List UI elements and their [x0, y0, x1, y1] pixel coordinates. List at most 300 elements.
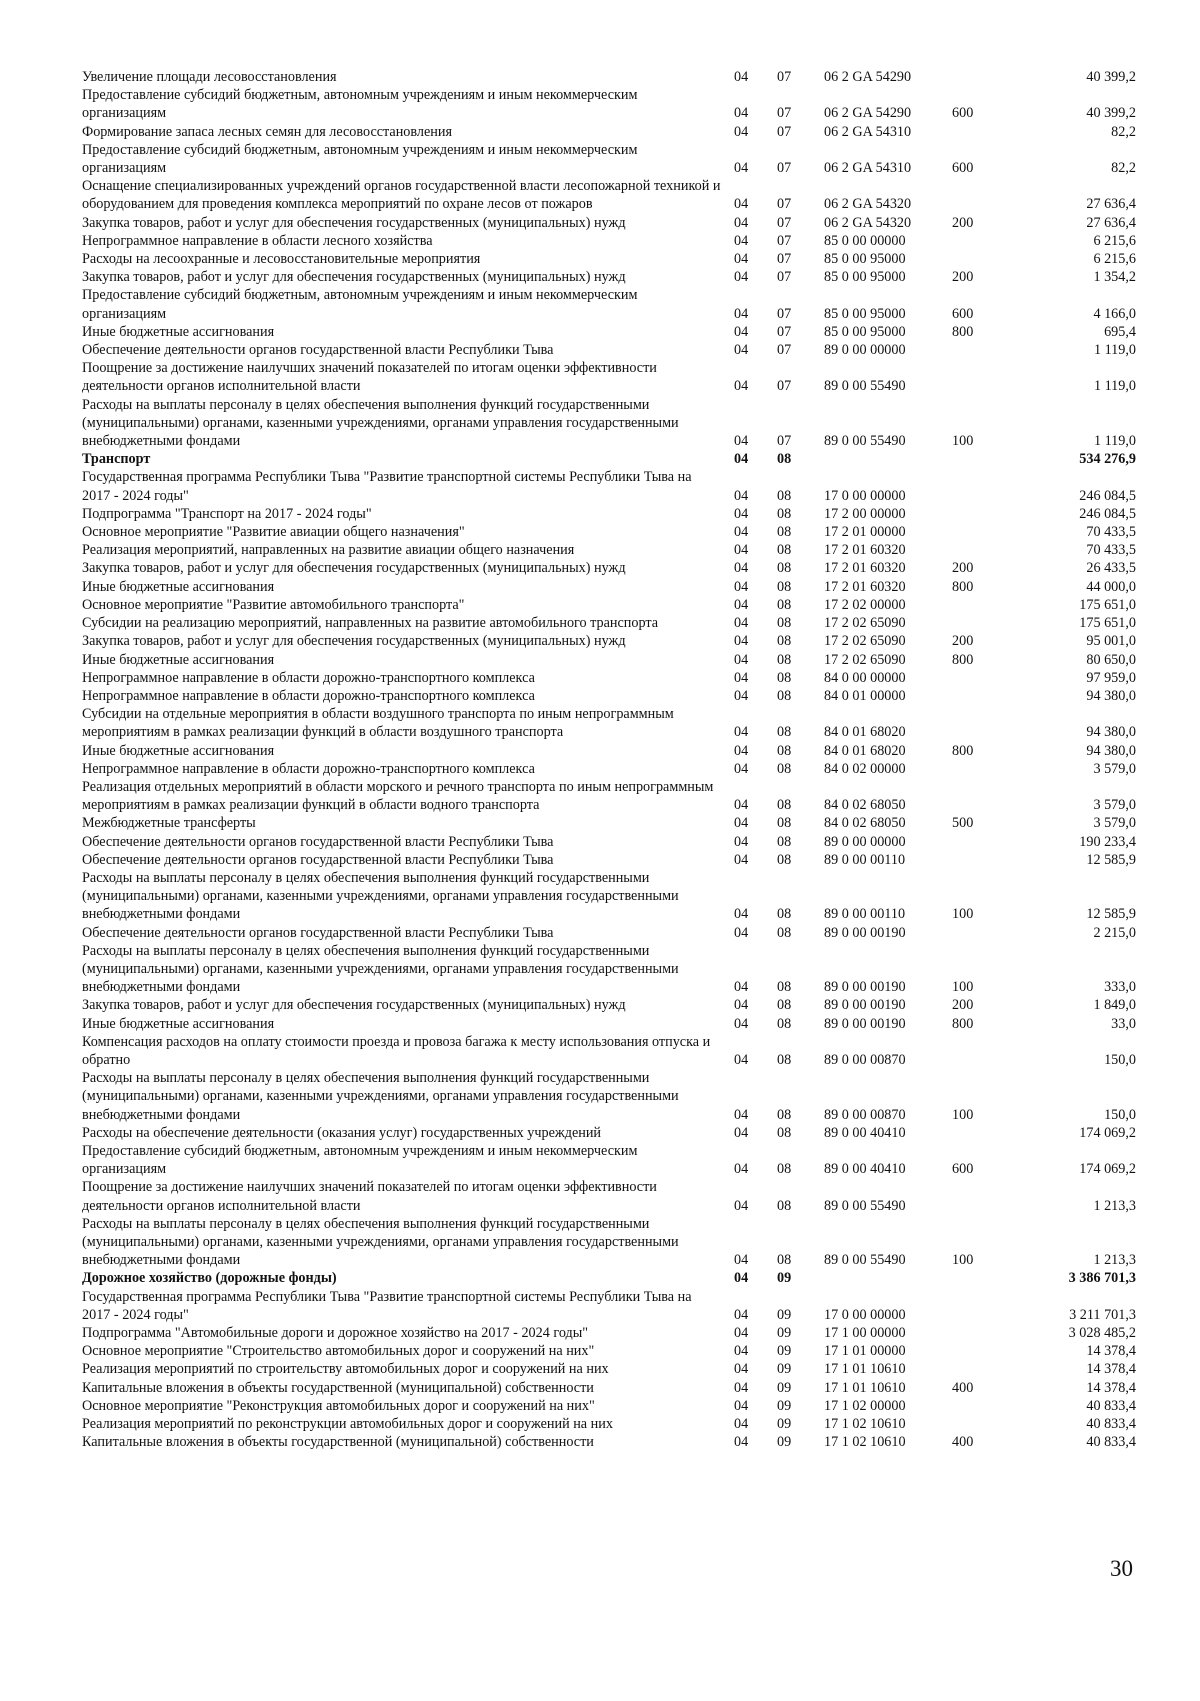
table-row — [82, 1288, 1162, 1324]
expense-type-code: 200 — [952, 997, 974, 1014]
row-name: Реализация отдельных мероприятий в области морского и речного транспорта по иным непрограммным мероприятиям в рамках реализации функций в области водного транспорта — [82, 778, 714, 814]
row-name: Расходы на выплаты персоналу в целях обеспечения выполнения функций государственными (муниципальными) органами, казенными учреждениями, органами управления государственными внебюджетными фондами — [82, 869, 679, 923]
target-item-code: 84 0 01 68020 — [824, 724, 906, 741]
row-name: Подпрограмма "Транспорт на 2017 - 2024 годы" — [82, 505, 372, 522]
section-code: 04 — [734, 742, 749, 759]
amount: 12 585,9 — [1086, 906, 1136, 923]
amount: 150,0 — [1104, 1106, 1136, 1123]
subsection-code: 08 — [777, 524, 792, 541]
amount: 190 233,4 — [1079, 833, 1136, 850]
amount: 40 833,4 — [1086, 1416, 1136, 1433]
section-code: 04 — [734, 615, 749, 632]
subsection-code: 08 — [777, 560, 792, 577]
target-item-code: 17 2 01 60320 — [824, 542, 906, 559]
subsection-code: 08 — [777, 1106, 792, 1123]
table-row — [82, 651, 1162, 669]
subsection-code: 08 — [777, 669, 792, 686]
table-row — [82, 268, 1162, 286]
row-name: Реализация мероприятий по строительству автомобильных дорог и сооружений на них — [82, 1361, 609, 1378]
amount: 44 000,0 — [1086, 578, 1136, 595]
table-row — [82, 1215, 1162, 1270]
budget-table — [82, 68, 1162, 1451]
target-item-code: 17 0 00 00000 — [824, 1306, 906, 1323]
row-name: Расходы на выплаты персоналу в целях обеспечения выполнения функций государственными (муниципальными) органами, казенными учреждениями, органами управления государственными внебюджетными фондами — [82, 942, 679, 996]
target-item-code: 17 1 01 10610 — [824, 1379, 906, 1396]
table-row — [82, 123, 1162, 141]
target-item-code: 89 0 00 55490 — [824, 1197, 906, 1214]
target-item-code: 89 0 00 00870 — [824, 1106, 906, 1123]
amount: 174 069,2 — [1079, 1161, 1136, 1178]
target-item-code: 17 2 02 65090 — [824, 651, 906, 668]
amount: 70 433,5 — [1086, 524, 1136, 541]
target-item-code: 06 2 GA 54290 — [824, 69, 912, 85]
table-row — [82, 1342, 1162, 1360]
table-row — [82, 523, 1162, 541]
section-code: 04 — [734, 451, 749, 468]
amount: 94 380,0 — [1086, 724, 1136, 741]
target-item-code: 17 1 02 00000 — [824, 1397, 906, 1414]
subsection-code: 08 — [777, 1161, 792, 1178]
subsection-code: 08 — [777, 924, 792, 941]
row-name: Предоставление субсидий бюджетным, автономным учреждениям и иным некоммерческим организациям — [82, 1142, 638, 1178]
amount: 246 084,5 — [1079, 505, 1136, 522]
amount: 6 215,6 — [1093, 251, 1136, 268]
row-name: Обеспечение деятельности органов государственной власти Республики Тыва — [82, 851, 554, 868]
section-code: 04 — [734, 1361, 749, 1378]
table-row — [82, 505, 1162, 523]
row-name: Расходы на выплаты персоналу в целях обеспечения выполнения функций государственными (муниципальными) органами, казенными учреждениями, органами управления государственными внебюджетными фондами — [82, 396, 679, 450]
row-name: Иные бюджетные ассигнования — [82, 323, 275, 340]
table-row — [82, 742, 1162, 760]
section-code: 04 — [734, 105, 749, 122]
section-code: 04 — [734, 1015, 749, 1032]
row-name: Формирование запаса лесных семян для лесовосстановления — [82, 123, 452, 140]
expense-type-code: 800 — [952, 1015, 974, 1032]
target-item-code: 17 2 02 65090 — [824, 615, 906, 632]
table-row — [82, 232, 1162, 250]
target-item-code: 06 2 GA 54320 — [824, 196, 912, 213]
subsection-code: 09 — [777, 1397, 792, 1414]
table-row — [82, 541, 1162, 559]
amount: 40 399,2 — [1086, 105, 1136, 122]
target-item-code: 89 0 00 55490 — [824, 433, 906, 450]
row-name: Иные бюджетные ассигнования — [82, 742, 275, 759]
amount: 1 119,0 — [1093, 378, 1136, 395]
section-code: 04 — [734, 560, 749, 577]
table-row — [82, 214, 1162, 232]
target-item-code: 06 2 GA 54290 — [824, 105, 912, 122]
table-row — [82, 924, 1162, 942]
section-code: 04 — [734, 505, 749, 522]
target-item-code: 85 0 00 95000 — [824, 251, 906, 268]
subsection-code: 08 — [777, 742, 792, 759]
subsection-code: 07 — [777, 305, 792, 322]
table-row — [82, 1124, 1162, 1142]
table-row — [82, 559, 1162, 577]
row-name: Обеспечение деятельности органов государственной власти Республики Тыва — [82, 924, 554, 941]
target-item-code: 89 0 00 00110 — [824, 851, 906, 868]
subsection-code: 07 — [777, 232, 792, 249]
section-code: 04 — [734, 524, 749, 541]
table-row — [82, 1379, 1162, 1397]
table-row — [82, 359, 1162, 395]
row-name: Поощрение за достижение наилучших значений показателей по итогам оценки эффективности деятельности органов исполнительной власти — [82, 1179, 657, 1214]
section-code: 04 — [734, 997, 749, 1014]
target-item-code: 17 2 01 60320 — [824, 560, 906, 577]
subsection-code: 07 — [777, 214, 792, 231]
target-item-code: 89 0 00 00190 — [824, 924, 906, 941]
row-name: Субсидии на реализацию мероприятий, направленных на развитие автомобильного транспорта — [82, 615, 659, 632]
expense-type-code: 800 — [952, 742, 974, 759]
table-row — [82, 86, 1162, 122]
target-item-code: 84 0 01 00000 — [824, 687, 906, 704]
amount: 150,0 — [1104, 1051, 1136, 1068]
table-row — [82, 396, 1162, 451]
section-code: 04 — [734, 69, 749, 85]
expense-type-code: 800 — [952, 578, 974, 595]
row-name: Иные бюджетные ассигнования — [82, 651, 275, 668]
subsection-code: 07 — [777, 251, 792, 268]
amount: 333,0 — [1104, 979, 1136, 996]
table-row — [82, 177, 1162, 213]
amount: 3 579,0 — [1093, 760, 1136, 777]
amount: 33,0 — [1111, 1015, 1136, 1032]
table-row — [82, 1069, 1162, 1124]
section-code: 04 — [734, 487, 749, 504]
row-name: Закупка товаров, работ и услуг для обеспечения государственных (муниципальных) нужд — [82, 214, 626, 231]
amount: 14 378,4 — [1086, 1343, 1136, 1360]
table-row — [82, 669, 1162, 687]
expense-type-code: 100 — [952, 1106, 974, 1123]
row-name: Оснащение специализированных учреждений органов государственной власти лесопожарной техникой и оборудованием для проведения комплекса мероприятий по охране лесов от пожаров — [82, 178, 721, 213]
table-row — [82, 68, 1162, 86]
amount: 4 166,0 — [1093, 305, 1136, 322]
target-item-code: 17 0 00 00000 — [824, 487, 906, 504]
target-item-code: 85 0 00 95000 — [824, 269, 906, 286]
section-code: 04 — [734, 651, 749, 668]
section-code: 04 — [734, 1252, 749, 1269]
subsection-code: 09 — [777, 1270, 792, 1287]
row-name: Расходы на обеспечение деятельности (оказания услуг) государственных учреждений — [82, 1124, 602, 1141]
table-row — [82, 996, 1162, 1014]
table-row — [82, 614, 1162, 632]
section-code: 04 — [734, 1325, 749, 1342]
section-code: 04 — [734, 1124, 749, 1141]
section-code: 04 — [734, 851, 749, 868]
target-item-code: 89 0 00 00110 — [824, 906, 906, 923]
section-code: 04 — [734, 542, 749, 559]
row-name: Основное мероприятие "Строительство автомобильных дорог и сооружений на них" — [82, 1343, 595, 1360]
expense-type-code: 200 — [952, 269, 974, 286]
table-row — [82, 1324, 1162, 1342]
section-code: 04 — [734, 815, 749, 832]
amount: 246 084,5 — [1079, 487, 1136, 504]
amount: 80 650,0 — [1086, 651, 1136, 668]
amount: 174 069,2 — [1079, 1124, 1136, 1141]
target-item-code: 89 0 00 00000 — [824, 833, 906, 850]
target-item-code: 89 0 00 55490 — [824, 1252, 906, 1269]
subsection-code: 08 — [777, 997, 792, 1014]
target-item-code: 89 0 00 40410 — [824, 1161, 906, 1178]
subsection-code: 08 — [777, 633, 792, 650]
section-code: 04 — [734, 633, 749, 650]
expense-type-code: 600 — [952, 160, 974, 177]
amount: 1 119,0 — [1093, 342, 1136, 359]
expense-type-code: 600 — [952, 105, 974, 122]
amount: 534 276,9 — [1079, 451, 1136, 468]
row-name: Иные бюджетные ассигнования — [82, 578, 275, 595]
amount: 82,2 — [1111, 123, 1136, 140]
expense-type-code: 400 — [952, 1379, 974, 1396]
target-item-code: 85 0 00 95000 — [824, 323, 906, 340]
row-name: Поощрение за достижение наилучших значений показателей по итогам оценки эффективности деятельности органов исполнительной власти — [82, 360, 657, 395]
section-code: 04 — [734, 196, 749, 213]
section-code: 04 — [734, 1343, 749, 1360]
amount: 14 378,4 — [1086, 1379, 1136, 1396]
amount: 27 636,4 — [1086, 196, 1136, 213]
section-code: 04 — [734, 232, 749, 249]
amount: 175 651,0 — [1079, 615, 1136, 632]
row-name: Закупка товаров, работ и услуг для обеспечения государственных (муниципальных) нужд — [82, 269, 626, 286]
target-item-code: 17 1 00 00000 — [824, 1325, 906, 1342]
row-name: Расходы на выплаты персоналу в целях обеспечения выполнения функций государственными (муниципальными) органами, казенными учреждениями, органами управления государственными внебюджетными фондами — [82, 1070, 679, 1123]
amount: 695,4 — [1104, 323, 1136, 340]
subsection-code: 07 — [777, 269, 792, 286]
amount: 3 579,0 — [1093, 797, 1136, 814]
expense-type-code: 600 — [952, 305, 974, 322]
target-item-code: 84 0 02 68050 — [824, 797, 906, 814]
subsection-code: 08 — [777, 724, 792, 741]
table-row — [82, 596, 1162, 614]
table-row — [82, 323, 1162, 341]
amount: 27 636,4 — [1086, 214, 1136, 231]
amount: 94 380,0 — [1086, 742, 1136, 759]
target-item-code: 17 2 00 00000 — [824, 505, 906, 522]
table-row — [82, 341, 1162, 359]
section-code: 04 — [734, 251, 749, 268]
row-name: Капитальные вложения в объекты государственной (муниципальной) собственности — [82, 1434, 594, 1451]
subsection-code: 09 — [777, 1343, 792, 1360]
amount: 3 579,0 — [1093, 815, 1136, 832]
subsection-code: 08 — [777, 451, 792, 468]
section-code: 04 — [734, 305, 749, 322]
section-code: 04 — [734, 323, 749, 340]
amount: 3 386 701,3 — [1068, 1270, 1136, 1287]
amount: 1 213,3 — [1093, 1252, 1136, 1269]
row-name: Непрограммное направление в области дорожно-транспортного комплекса — [82, 760, 535, 777]
target-item-code: 84 0 02 00000 — [824, 760, 906, 777]
expense-type-code: 100 — [952, 1252, 974, 1269]
row-name: Субсидии на отдельные мероприятия в области воздушного транспорта по иным непрограммным мероприятиям в рамках реализации функций в области воздушного транспорта — [82, 706, 674, 741]
amount: 40 833,4 — [1086, 1397, 1136, 1414]
subsection-code: 08 — [777, 505, 792, 522]
subsection-code: 08 — [777, 906, 792, 923]
row-name: Предоставление субсидий бюджетным, автономным учреждениям и иным некоммерческим организациям — [82, 141, 638, 177]
expense-type-code: 800 — [952, 323, 974, 340]
row-name: Государственная программа Республики Тыва "Развитие транспортной системы Республики Тыва на 2017 - 2024 годы" — [82, 1288, 692, 1323]
target-item-code: 89 0 00 00190 — [824, 979, 906, 996]
table-row — [82, 578, 1162, 596]
target-item-code: 89 0 00 00190 — [824, 997, 906, 1014]
amount: 2 215,0 — [1093, 924, 1136, 941]
section-code: 04 — [734, 979, 749, 996]
table-row — [82, 1015, 1162, 1033]
target-item-code: 17 2 02 00000 — [824, 596, 906, 613]
target-item-code: 89 0 00 00190 — [824, 1015, 906, 1032]
section-code: 04 — [734, 123, 749, 140]
amount: 12 585,9 — [1086, 851, 1136, 868]
table-row — [82, 1397, 1162, 1415]
target-item-code: 17 2 02 65090 — [824, 633, 906, 650]
target-item-code: 17 1 02 10610 — [824, 1434, 906, 1451]
table-row — [82, 141, 1162, 177]
section-code: 04 — [734, 1270, 749, 1287]
section-code: 04 — [734, 1051, 749, 1068]
expense-type-code: 100 — [952, 979, 974, 996]
subsection-code: 09 — [777, 1325, 792, 1342]
target-item-code: 84 0 00 00000 — [824, 669, 906, 686]
expense-type-code: 500 — [952, 815, 974, 832]
row-name: Расходы на выплаты персоналу в целях обеспечения выполнения функций государственными (муниципальными) органами, казенными учреждениями, органами управления государственными внебюджетными фондами — [82, 1215, 679, 1269]
target-item-code: 17 1 01 10610 — [824, 1361, 906, 1378]
row-name: Предоставление субсидий бюджетным, автономным учреждениям и иным некоммерческим организациям — [82, 87, 638, 122]
subsection-code: 08 — [777, 1015, 792, 1032]
section-code: 04 — [734, 1397, 749, 1414]
row-name: Непрограммное направление в области лесного хозяйства — [82, 232, 433, 249]
table-row — [82, 632, 1162, 650]
subsection-code: 08 — [777, 815, 792, 832]
section-code: 04 — [734, 1434, 749, 1451]
subsection-code: 09 — [777, 1379, 792, 1396]
section-code: 04 — [734, 578, 749, 595]
target-item-code: 89 0 00 55490 — [824, 378, 906, 395]
row-name: Обеспечение деятельности органов государственной власти Республики Тыва — [82, 833, 554, 850]
section-code: 04 — [734, 833, 749, 850]
amount: 26 433,5 — [1086, 560, 1136, 577]
section-code: 04 — [734, 797, 749, 814]
subsection-code: 08 — [777, 542, 792, 559]
subsection-code: 08 — [777, 1124, 792, 1141]
amount: 40 399,2 — [1086, 69, 1136, 85]
amount: 1 849,0 — [1093, 997, 1136, 1014]
amount: 6 215,6 — [1093, 232, 1136, 249]
table-row — [82, 778, 1162, 814]
target-item-code: 06 2 GA 54310 — [824, 160, 912, 177]
subsection-code: 08 — [777, 596, 792, 613]
row-name: Реализация мероприятий по реконструкции автомобильных дорог и сооружений на них — [82, 1416, 613, 1433]
subsection-code: 07 — [777, 342, 792, 359]
row-name: Капитальные вложения в объекты государственной (муниципальной) собственности — [82, 1379, 594, 1396]
subsection-code: 07 — [777, 69, 792, 85]
amount: 14 378,4 — [1086, 1361, 1136, 1378]
row-name: Реализация мероприятий, направленных на развитие авиации общего назначения — [82, 542, 575, 559]
target-item-code: 17 1 01 00000 — [824, 1343, 906, 1360]
section-code: 04 — [734, 1197, 749, 1214]
section-code: 04 — [734, 724, 749, 741]
table-row — [82, 1415, 1162, 1433]
page-number: 30 — [1110, 1556, 1133, 1581]
subsection-code: 07 — [777, 378, 792, 395]
expense-type-code: 200 — [952, 560, 974, 577]
subsection-code: 08 — [777, 615, 792, 632]
amount: 82,2 — [1111, 160, 1136, 177]
amount: 94 380,0 — [1086, 687, 1136, 704]
section-code: 04 — [734, 760, 749, 777]
row-name: Закупка товаров, работ и услуг для обеспечения государственных (муниципальных) нужд — [82, 560, 626, 577]
subsection-code: 08 — [777, 760, 792, 777]
section-code: 04 — [734, 269, 749, 286]
table-row — [82, 851, 1162, 869]
expense-type-code: 200 — [952, 214, 974, 231]
row-name: Межбюджетные трансферты — [82, 815, 256, 832]
row-name: Увеличение площади лесовосстановления — [82, 69, 337, 85]
subsection-code: 08 — [777, 651, 792, 668]
target-item-code: 85 0 00 95000 — [824, 305, 906, 322]
row-name: Дорожное хозяйство (дорожные фонды) — [82, 1270, 337, 1287]
subsection-code: 09 — [777, 1416, 792, 1433]
table-row — [82, 286, 1162, 322]
section-code: 04 — [734, 342, 749, 359]
table-row — [82, 1269, 1162, 1287]
table-row — [82, 1178, 1162, 1214]
subsection-code: 07 — [777, 323, 792, 340]
row-name: Обеспечение деятельности органов государственной власти Республики Тыва — [82, 342, 554, 359]
table-row — [82, 468, 1162, 504]
expense-type-code: 800 — [952, 651, 974, 668]
table-row — [82, 760, 1162, 778]
section-code: 04 — [734, 669, 749, 686]
table-row — [82, 705, 1162, 741]
subsection-code: 08 — [777, 687, 792, 704]
target-item-code: 06 2 GA 54310 — [824, 123, 912, 140]
amount: 1 354,2 — [1093, 269, 1136, 286]
section-code: 04 — [734, 378, 749, 395]
row-name: Основное мероприятие "Развитие авиации общего назначения" — [82, 524, 465, 541]
subsection-code: 08 — [777, 578, 792, 595]
target-item-code: 17 2 01 00000 — [824, 524, 906, 541]
subsection-code: 09 — [777, 1306, 792, 1323]
section-code: 04 — [734, 214, 749, 231]
row-name: Основное мероприятие "Развитие автомобильного транспорта" — [82, 596, 465, 613]
subsection-code: 07 — [777, 105, 792, 122]
table-row — [82, 250, 1162, 268]
target-item-code: 89 0 00 40410 — [824, 1124, 906, 1141]
target-item-code: 06 2 GA 54320 — [824, 214, 912, 231]
section-code: 04 — [734, 1106, 749, 1123]
row-name: Подпрограмма "Автомобильные дороги и дорожное хозяйство на 2017 - 2024 годы" — [82, 1325, 589, 1342]
subsection-code: 08 — [777, 979, 792, 996]
table-row — [82, 1433, 1162, 1451]
section-code: 04 — [734, 596, 749, 613]
expense-type-code: 100 — [952, 906, 974, 923]
section-code: 04 — [734, 924, 749, 941]
table-row — [82, 450, 1162, 468]
subsection-code: 08 — [777, 1051, 792, 1068]
target-item-code: 84 0 02 68050 — [824, 815, 906, 832]
section-code: 04 — [734, 433, 749, 450]
table-row — [82, 869, 1162, 924]
table-row — [82, 1360, 1162, 1378]
table-row — [82, 1033, 1162, 1069]
table-row — [82, 814, 1162, 832]
subsection-code: 09 — [777, 1361, 792, 1378]
target-item-code: 89 0 00 00000 — [824, 342, 906, 359]
subsection-code: 08 — [777, 487, 792, 504]
section-code: 04 — [734, 687, 749, 704]
subsection-code: 08 — [777, 1252, 792, 1269]
target-item-code: 17 1 02 10610 — [824, 1416, 906, 1433]
amount: 1 119,0 — [1093, 433, 1136, 450]
